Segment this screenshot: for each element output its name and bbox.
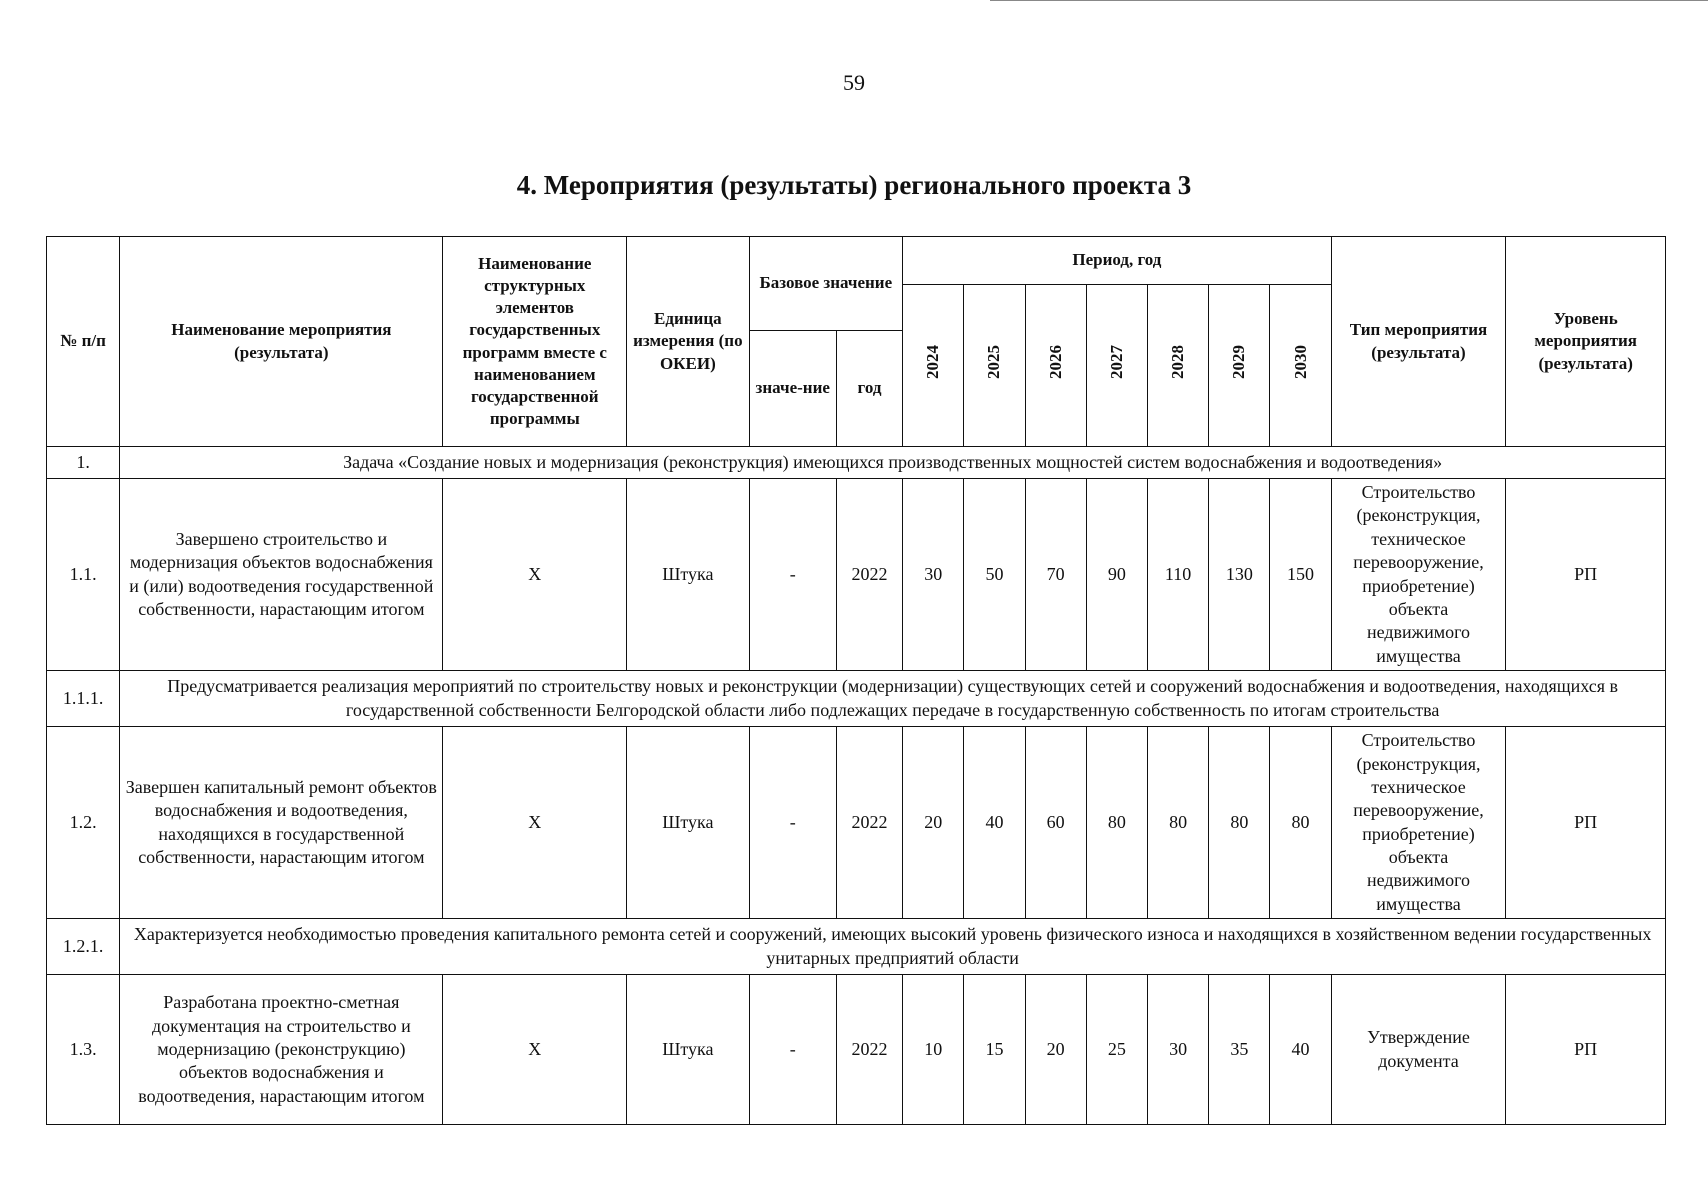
header-year-2028: 2028	[1147, 285, 1208, 447]
table-row	[47, 975, 1666, 1125]
row-type: Строительство (реконструкция, техническое перевооружение, приобретение) объекта недвижимого имущества	[1331, 727, 1506, 919]
header-num: № п/п	[47, 237, 120, 447]
row-value-2029: 130	[1209, 479, 1270, 671]
header-year-2025: 2025	[964, 285, 1025, 447]
row-value-2025: 15	[964, 975, 1025, 1125]
row-value-2027: 80	[1086, 727, 1147, 919]
table-row	[47, 727, 1666, 919]
row-value-2026: 20	[1025, 975, 1086, 1125]
row-num: 1.2.	[47, 727, 120, 919]
row-level: РП	[1506, 727, 1666, 919]
row-base-value: -	[749, 727, 836, 919]
header-name: Наименование мероприятия (результата)	[120, 237, 443, 447]
section-title: 4. Мероприятия (результаты) регионального проекта 3	[516, 170, 1192, 200]
row-value-2025: 40	[964, 727, 1025, 919]
row-unit: Штука	[627, 727, 749, 919]
row-value-2024: 20	[903, 727, 964, 919]
note-row	[47, 919, 1666, 975]
activities-table	[46, 236, 1666, 1125]
row-base-year: 2022	[836, 727, 902, 919]
note-text: Предусматривается реализация мероприятий по строительству новых и реконструкции (модернизации) существующих сетей и сооружений водоснабжения и водоотведения, находящихся в государственной собственности Белгородской области либо подлежащих передаче в государственную собственность по итогам строительства	[120, 671, 1666, 727]
row-unit: Штука	[627, 975, 749, 1125]
row-structural: Х	[443, 975, 627, 1125]
task-num: 1.	[47, 447, 120, 479]
row-value-2028: 30	[1147, 975, 1208, 1125]
row-value-2028: 80	[1147, 727, 1208, 919]
row-value-2029: 80	[1209, 727, 1270, 919]
header-base-year: год	[836, 331, 902, 447]
row-type: Строительство (реконструкция, техническое перевооружение, приобретение) объекта недвижимого имущества	[1331, 479, 1506, 671]
row-value-2024: 30	[903, 479, 964, 671]
header-year-2026: 2026	[1025, 285, 1086, 447]
row-base-value: -	[749, 479, 836, 671]
note-num: 1.1.1.	[47, 671, 120, 727]
row-structural: Х	[443, 727, 627, 919]
row-level: РП	[1506, 479, 1666, 671]
row-value-2024: 10	[903, 975, 964, 1125]
row-level: РП	[1506, 975, 1666, 1125]
row-base-year: 2022	[836, 975, 902, 1125]
header-base-value: значе-ние	[749, 331, 836, 447]
row-name: Разработана проектно-сметная документация на строительство и модернизацию (реконструкцию) объектов водоснабжения и водоотведения, нарастающим итогом	[120, 975, 443, 1125]
header-level: Уровень мероприятия (результата)	[1506, 237, 1666, 447]
row-value-2027: 90	[1086, 479, 1147, 671]
row-base-value: -	[749, 975, 836, 1125]
row-unit: Штука	[627, 479, 749, 671]
header-year-2029: 2029	[1209, 285, 1270, 447]
row-value-2028: 110	[1147, 479, 1208, 671]
top-edge-line	[990, 0, 1708, 1]
header-structural: Наименование структурных элементов государственных программ вместе с наименованием государственной программы	[443, 237, 627, 447]
row-num: 1.1.	[47, 479, 120, 671]
row-value-2026: 70	[1025, 479, 1086, 671]
header-type: Тип мероприятия (результата)	[1331, 237, 1506, 447]
header-base: Базовое значение	[749, 237, 903, 331]
table-row	[47, 479, 1666, 671]
row-type: Утверждение документа	[1331, 975, 1506, 1125]
row-num: 1.3.	[47, 975, 120, 1125]
row-name: Завершен капитальный ремонт объектов водоснабжения и водоотведения, находящихся в государственной собственности, нарастающим итогом	[120, 727, 443, 919]
row-value-2030: 80	[1270, 727, 1331, 919]
row-structural: Х	[443, 479, 627, 671]
row-base-year: 2022	[836, 479, 902, 671]
row-value-2029: 35	[1209, 975, 1270, 1125]
task-text: Задача «Создание новых и модернизация (реконструкция) имеющихся производственных мощностей систем водоснабжения и водоотведения»	[120, 447, 1666, 479]
note-row	[47, 671, 1666, 727]
row-value-2030: 40	[1270, 975, 1331, 1125]
header-year-2027: 2027	[1086, 285, 1147, 447]
note-num: 1.2.1.	[47, 919, 120, 975]
row-value-2026: 60	[1025, 727, 1086, 919]
page-number: 59	[843, 70, 865, 95]
header-period: Период, год	[903, 237, 1332, 285]
header-unit: Единица измерения (по ОКЕИ)	[627, 237, 749, 447]
task-row	[47, 447, 1666, 479]
note-text: Характеризуется необходимостью проведения капитального ремонта сетей и сооружений, имеющих высокий уровень физического износа и находящихся в хозяйственном ведении государственных унитарных предприятий области	[120, 919, 1666, 975]
header-year-2030: 2030	[1270, 285, 1331, 447]
row-value-2025: 50	[964, 479, 1025, 671]
row-value-2027: 25	[1086, 975, 1147, 1125]
header-year-2024: 2024	[903, 285, 964, 447]
row-value-2030: 150	[1270, 479, 1331, 671]
row-name: Завершено строительство и модернизация объектов водоснабжения и (или) водоотведения государственной собственности, нарастающим итогом	[120, 479, 443, 671]
